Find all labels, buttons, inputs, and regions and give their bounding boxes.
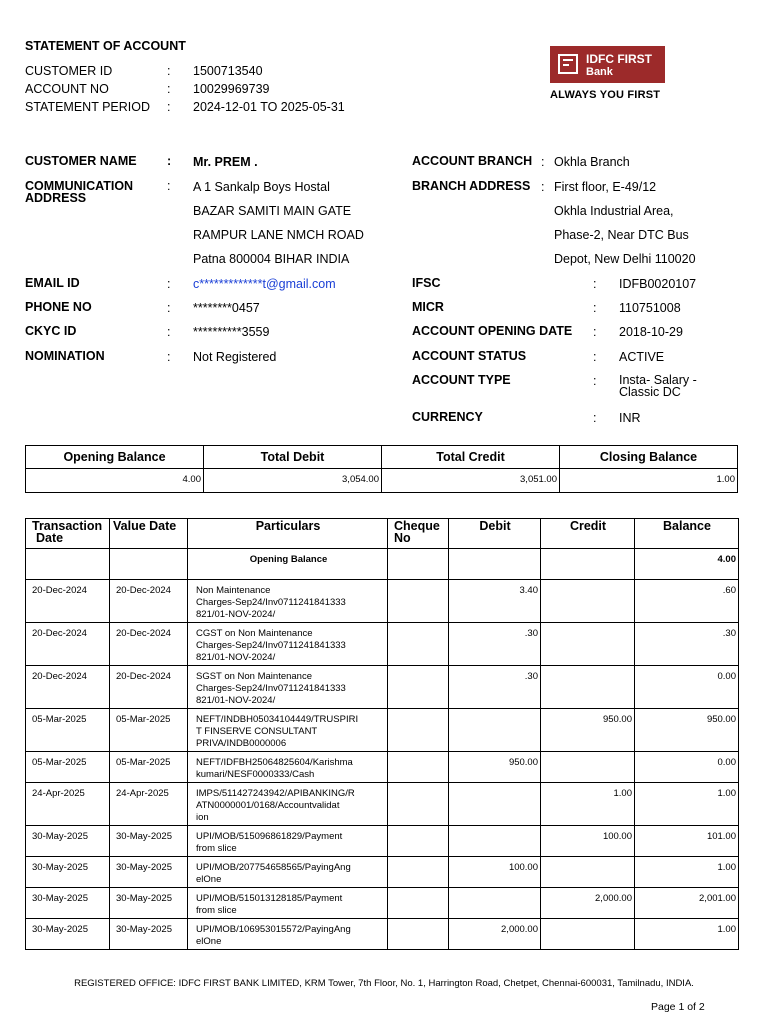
- table-row: [26, 623, 739, 666]
- summary-header-debit: Total Debit: [204, 446, 382, 469]
- address-line: A 1 Sankalp Boys Hostal: [193, 180, 330, 194]
- cell-cheque-no: [388, 919, 449, 950]
- table-row: [26, 919, 739, 950]
- table-row: [26, 709, 739, 752]
- cell-credit: [541, 666, 635, 709]
- particulars-line: SGST on Non Maintenance: [196, 671, 313, 682]
- table-row: [26, 752, 739, 783]
- balance-summary-table: [25, 445, 738, 493]
- bank-tagline: ALWAYS YOU FIRST: [550, 89, 661, 101]
- ifsc-label: IFSC: [412, 276, 441, 290]
- particulars-line: T FINSERVE CONSULTANT: [196, 726, 318, 737]
- table-row: [26, 888, 739, 919]
- particulars-line: kumari/NESF0000333/Cash: [196, 769, 315, 780]
- branch-address-line: Phase-2, Near DTC Bus: [554, 228, 689, 242]
- cell-transaction-date: 05-Mar-2025: [26, 709, 110, 752]
- customer-name: Mr. PREM .: [193, 155, 258, 169]
- particulars-line: from slice: [196, 843, 237, 854]
- opening-balance-value: 4.00: [635, 549, 739, 580]
- particulars-line: elOne: [196, 874, 222, 885]
- summary-closing-value: 1.00: [560, 469, 738, 493]
- particulars-line: UPI/MOB/106953015572/PayingAng: [196, 924, 351, 935]
- particulars-line: NEFT/IDFBH25064825604/Karishma: [196, 757, 353, 768]
- cell-credit: 1.00: [541, 783, 635, 826]
- micr-label: MICR: [412, 300, 444, 314]
- bank-logo-line1: IDFC FIRST: [586, 52, 652, 66]
- cell-value-date: 05-Mar-2025: [110, 752, 188, 783]
- nomination-label: NOMINATION: [25, 349, 105, 363]
- email-value[interactable]: c*************t@gmail.com: [193, 277, 336, 291]
- header-particulars: Particulars: [188, 519, 388, 549]
- cell-value-date: 20-Dec-2024: [110, 623, 188, 666]
- cell-transaction-date: 30-May-2025: [26, 857, 110, 888]
- cell-cheque-no: [388, 857, 449, 888]
- particulars-line: Charges-Sep24/Inv0711241841333: [196, 640, 346, 651]
- colon: :: [167, 277, 171, 291]
- branch-address-line: Depot, New Delhi 110020: [554, 252, 696, 266]
- cell-balance: 1.00: [635, 857, 739, 888]
- colon: :: [541, 180, 545, 194]
- colon: :: [167, 325, 171, 339]
- cell-transaction-date: 30-May-2025: [26, 888, 110, 919]
- opening-date-value: 2018-10-29: [619, 325, 683, 339]
- cell-cheque-no: [388, 709, 449, 752]
- opening-balance-label: Opening Balance: [188, 549, 388, 580]
- cell-particulars: [188, 783, 388, 826]
- colon: :: [593, 350, 597, 364]
- bank-logo: [550, 46, 665, 83]
- cell-cheque-no: [388, 580, 449, 623]
- cell-value-date: 30-May-2025: [110, 826, 188, 857]
- account-type-line2: Classic DC: [619, 385, 681, 399]
- cell-balance: 950.00: [635, 709, 739, 752]
- particulars-line: 821/01-NOV-2024/: [196, 609, 276, 620]
- cell-debit: 950.00: [449, 752, 541, 783]
- cell-balance: 0.00: [635, 666, 739, 709]
- nomination-value: Not Registered: [193, 350, 277, 364]
- colon: :: [593, 411, 597, 425]
- cell-debit: [449, 709, 541, 752]
- header-transaction-date: [26, 519, 110, 549]
- cell-credit: [541, 623, 635, 666]
- colon: :: [541, 155, 545, 169]
- summary-opening-value: 4.00: [26, 469, 204, 493]
- cell-transaction-date: 24-Apr-2025: [26, 783, 110, 826]
- bank-logo-line2: Bank: [586, 66, 613, 78]
- cell-transaction-date: 05-Mar-2025: [26, 752, 110, 783]
- header-transaction-date-line2: Date: [36, 531, 64, 545]
- header-transaction-date-line1: Transaction: [32, 519, 103, 533]
- colon: :: [167, 350, 171, 364]
- cell-debit: [449, 888, 541, 919]
- cell-transaction-date: 20-Dec-2024: [26, 623, 110, 666]
- header-field-label: ACCOUNT NO: [25, 82, 109, 96]
- address-label-1: COMMUNICATION: [25, 179, 134, 193]
- cell-debit: [449, 826, 541, 857]
- cell-balance: 0.00: [635, 752, 739, 783]
- cell-debit: 2,000.00: [449, 919, 541, 950]
- transactions-header-row: [26, 519, 739, 549]
- header-field-value: 1500713540: [193, 64, 263, 78]
- colon: :: [593, 374, 597, 388]
- account-status-label: ACCOUNT STATUS: [412, 349, 527, 363]
- cell-transaction-date: 20-Dec-2024: [26, 580, 110, 623]
- bank-logo-icon: [558, 54, 578, 74]
- cell-credit: [541, 919, 635, 950]
- header-field-label: CUSTOMER ID: [25, 64, 113, 78]
- cell-credit: [541, 580, 635, 623]
- colon: :: [167, 100, 171, 114]
- ckyc-label: CKYC ID: [25, 324, 77, 338]
- branch-address-label: BRANCH ADDRESS: [412, 179, 531, 193]
- cell-debit: 100.00: [449, 857, 541, 888]
- account-branch-value: Okhla Branch: [554, 155, 630, 169]
- particulars-line: CGST on Non Maintenance: [196, 628, 313, 639]
- table-cell: [26, 549, 110, 580]
- table-row: [26, 580, 739, 623]
- summary-debit-value: 3,054.00: [204, 469, 382, 493]
- transactions-body: [26, 549, 739, 950]
- ckyc-value: **********3559: [193, 325, 270, 339]
- cell-value-date: 24-Apr-2025: [110, 783, 188, 826]
- statement-title: STATEMENT OF ACCOUNT: [25, 39, 186, 53]
- transactions-table: [25, 518, 739, 950]
- table-row: [26, 666, 739, 709]
- summary-value-row: [26, 469, 738, 493]
- cell-particulars: [188, 623, 388, 666]
- cell-particulars: [188, 888, 388, 919]
- micr-value: 110751008: [619, 301, 681, 315]
- particulars-line: Charges-Sep24/Inv0711241841333: [196, 683, 346, 694]
- cell-balance: 2,001.00: [635, 888, 739, 919]
- cell-particulars: [188, 709, 388, 752]
- cell-value-date: 30-May-2025: [110, 919, 188, 950]
- particulars-line: Charges-Sep24/Inv0711241841333: [196, 597, 346, 608]
- branch-address-line: First floor, E-49/12: [554, 180, 657, 194]
- cell-value-date: 30-May-2025: [110, 857, 188, 888]
- account-branch-label: ACCOUNT BRANCH: [412, 154, 533, 168]
- registered-office-footer: REGISTERED OFFICE: IDFC FIRST BANK LIMITED, KRM Tower, 7th Floor, No. 1, Harrington Road, Chetpet, Chennai-600031, Tamilnadu, INDIA.: [74, 978, 694, 989]
- table-row: [26, 783, 739, 826]
- cell-credit: [541, 857, 635, 888]
- header-balance: Balance: [635, 519, 739, 549]
- cell-balance: 1.00: [635, 783, 739, 826]
- table-cell: [110, 549, 188, 580]
- cell-cheque-no: [388, 752, 449, 783]
- particulars-line: PRIVA/INDB0000006: [196, 738, 287, 749]
- ifsc-value: IDFB0020107: [619, 277, 697, 291]
- account-type-line1: Insta- Salary -: [619, 373, 697, 387]
- colon: :: [167, 179, 171, 193]
- cell-value-date: 20-Dec-2024: [110, 580, 188, 623]
- cell-credit: 2,000.00: [541, 888, 635, 919]
- currency-label: CURRENCY: [412, 410, 483, 424]
- header-field-value: 10029969739: [193, 82, 270, 96]
- cell-transaction-date: 30-May-2025: [26, 826, 110, 857]
- header-credit: Credit: [541, 519, 635, 549]
- header-cheque-line2: No: [394, 531, 411, 545]
- summary-header-credit: Total Credit: [382, 446, 560, 469]
- header-cheque-line1: Cheque: [394, 519, 440, 533]
- table-cell: [388, 549, 449, 580]
- header-value-date: Value Date: [110, 519, 188, 549]
- particulars-line: from slice: [196, 905, 237, 916]
- address-label-2: ADDRESS: [25, 191, 87, 205]
- cell-particulars: [188, 826, 388, 857]
- cell-value-date: 30-May-2025: [110, 888, 188, 919]
- colon: :: [167, 82, 171, 96]
- cell-debit: .30: [449, 623, 541, 666]
- phone-value: ********0457: [193, 301, 260, 315]
- currency-value: INR: [619, 411, 641, 425]
- address-line: RAMPUR LANE NMCH ROAD: [193, 228, 364, 242]
- table-row: [26, 826, 739, 857]
- summary-header-closing: Closing Balance: [560, 446, 738, 469]
- cell-cheque-no: [388, 888, 449, 919]
- colon: :: [593, 325, 597, 339]
- cell-debit: .30: [449, 666, 541, 709]
- cell-particulars: [188, 580, 388, 623]
- account-type-label: ACCOUNT TYPE: [412, 373, 511, 387]
- cell-particulars: [188, 857, 388, 888]
- opening-date-label: ACCOUNT OPENING DATE: [412, 324, 573, 338]
- particulars-line: ATN0000001/0168/Accountvalidat: [196, 800, 340, 811]
- cell-balance: 101.00: [635, 826, 739, 857]
- particulars-line: 821/01-NOV-2024/: [196, 695, 276, 706]
- particulars-line: UPI/MOB/515096861829/Payment: [196, 831, 343, 842]
- summary-credit-value: 3,051.00: [382, 469, 560, 493]
- summary-header-opening: Opening Balance: [26, 446, 204, 469]
- header-field-value: 2024-12-01 TO 2025-05-31: [193, 100, 345, 114]
- cell-debit: 3.40: [449, 580, 541, 623]
- cell-cheque-no: [388, 666, 449, 709]
- particulars-line: ion: [196, 812, 209, 823]
- page-number: Page 1 of 2: [651, 1001, 705, 1013]
- cell-transaction-date: 30-May-2025: [26, 919, 110, 950]
- cell-balance: .60: [635, 580, 739, 623]
- cell-cheque-no: [388, 826, 449, 857]
- cell-value-date: 05-Mar-2025: [110, 709, 188, 752]
- particulars-line: NEFT/INDBH05034104449/TRUSPIRI: [196, 714, 359, 725]
- header-debit: Debit: [449, 519, 541, 549]
- cell-debit: [449, 783, 541, 826]
- account-status-value: ACTIVE: [619, 350, 665, 364]
- cell-credit: 950.00: [541, 709, 635, 752]
- cell-particulars: [188, 666, 388, 709]
- colon: :: [167, 301, 171, 315]
- table-cell: [449, 549, 541, 580]
- cell-balance: .30: [635, 623, 739, 666]
- colon: :: [593, 277, 597, 291]
- address-line: BAZAR SAMITI MAIN GATE: [193, 204, 352, 218]
- phone-label: PHONE NO: [25, 300, 92, 314]
- particulars-line: UPI/MOB/207754658565/PayingAng: [196, 862, 351, 873]
- cell-transaction-date: 20-Dec-2024: [26, 666, 110, 709]
- cell-particulars: [188, 752, 388, 783]
- header-cheque-no: [388, 519, 449, 549]
- customer-name-label: CUSTOMER NAME: [25, 154, 137, 168]
- cell-credit: 100.00: [541, 826, 635, 857]
- particulars-line: 821/01-NOV-2024/: [196, 652, 276, 663]
- email-label: EMAIL ID: [25, 276, 80, 290]
- branch-address-line: Okhla Industrial Area,: [554, 204, 674, 218]
- cell-cheque-no: [388, 623, 449, 666]
- particulars-line: elOne: [196, 936, 222, 947]
- colon: :: [593, 301, 597, 315]
- cell-balance: 1.00: [635, 919, 739, 950]
- summary-header-row: [26, 446, 738, 469]
- header-field-label: STATEMENT PERIOD: [25, 100, 151, 114]
- colon: :: [167, 154, 172, 168]
- table-cell: [541, 549, 635, 580]
- particulars-line: Non Maintenance: [196, 585, 271, 596]
- table-row: [26, 857, 739, 888]
- cell-particulars: [188, 919, 388, 950]
- opening-balance-row: [26, 549, 739, 580]
- particulars-line: UPI/MOB/515013128185/Payment: [196, 893, 343, 904]
- particulars-line: IMPS/511427243942/APIBANKING/R: [196, 788, 355, 799]
- cell-value-date: 20-Dec-2024: [110, 666, 188, 709]
- cell-credit: [541, 752, 635, 783]
- cell-cheque-no: [388, 783, 449, 826]
- address-line: Patna 800004 BIHAR INDIA: [193, 252, 350, 266]
- colon: :: [167, 64, 171, 78]
